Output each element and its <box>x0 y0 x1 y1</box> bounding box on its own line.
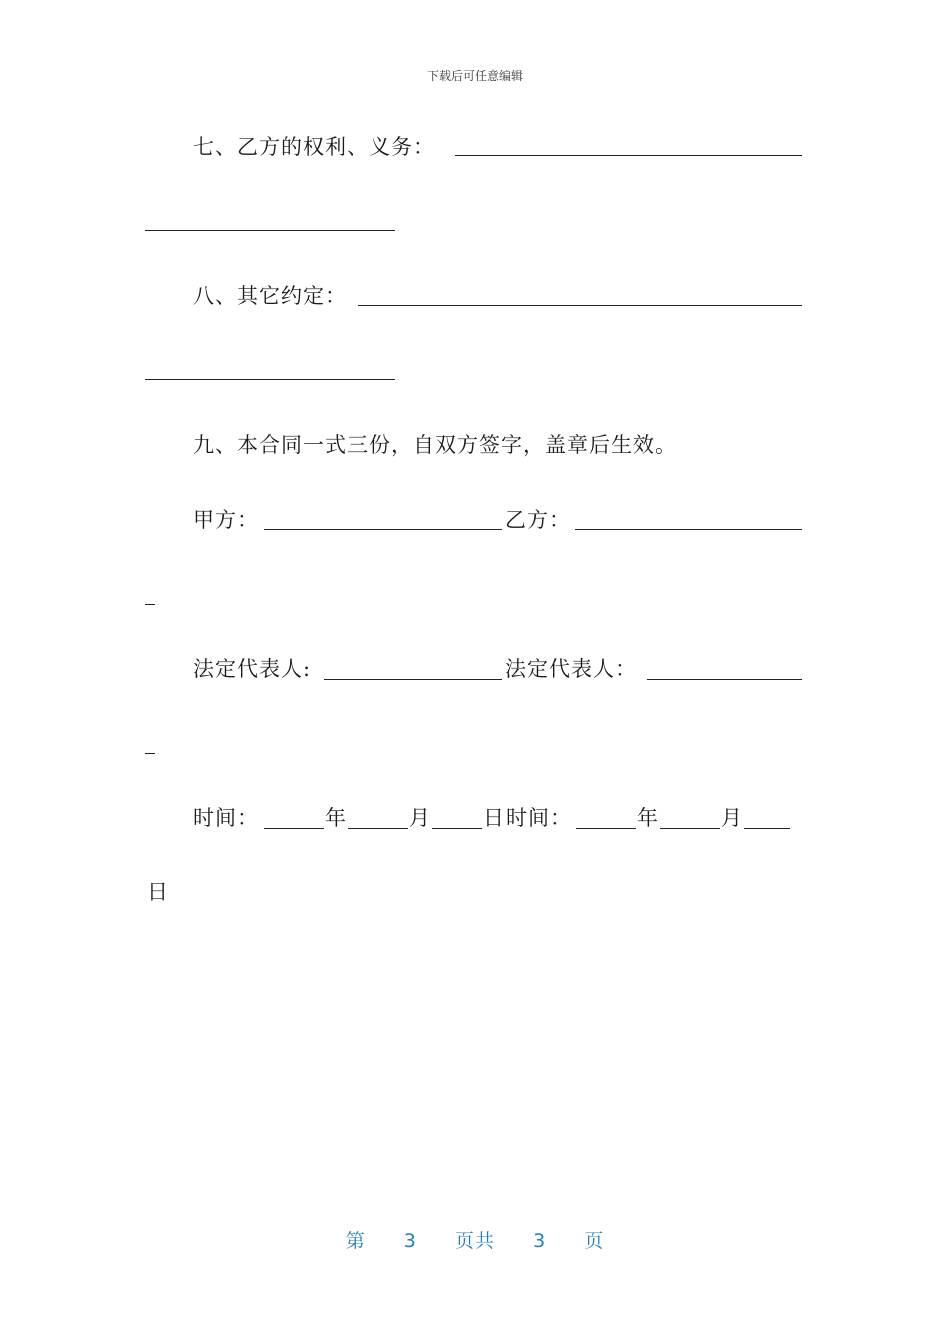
footer-page-prefix: 第 <box>345 1230 366 1252</box>
rep-b-blank[interactable] <box>647 679 802 680</box>
clause-nine-text: 九、本合同一式三份，自双方签字，盖章后生效。 <box>193 433 677 457</box>
time-a-day-label: 日 <box>483 806 505 830</box>
time-b-day-blank[interactable] <box>744 828 790 829</box>
rep-b-blank-continued[interactable] <box>145 753 155 754</box>
footer-page-mid: 页共 <box>454 1230 495 1252</box>
footer-page-suffix: 页 <box>584 1230 605 1252</box>
rep-a-blank[interactable] <box>324 679 502 680</box>
page-footer <box>0 1226 950 1253</box>
time-a-label: 时间： <box>193 806 259 830</box>
time-a-year-label: 年 <box>325 806 347 830</box>
party-b-blank[interactable] <box>575 529 802 530</box>
time-a-month-blank[interactable] <box>348 828 408 829</box>
party-a-blank[interactable] <box>264 529 502 530</box>
footer-current-page: 3 <box>403 1230 417 1252</box>
clause-seven-label: 七、乙方的权利、义务： <box>193 135 435 159</box>
clause-seven-blank-continued[interactable] <box>145 230 395 231</box>
time-b-year-blank[interactable] <box>576 828 636 829</box>
page-header: 下载后可任意编辑 <box>426 69 523 83</box>
time-b-month-blank[interactable] <box>660 828 720 829</box>
rep-b-label: 法定代表人： <box>505 657 637 681</box>
clause-eight-blank[interactable] <box>358 305 802 306</box>
clause-eight-label: 八、其它约定： <box>193 284 347 308</box>
time-a-year-blank[interactable] <box>264 828 324 829</box>
party-b-label: 乙方： <box>505 508 571 532</box>
time-b-year-label: 年 <box>637 806 659 830</box>
time-b-day-label: 日 <box>147 880 169 904</box>
time-a-month-label: 月 <box>409 806 431 830</box>
time-a-day-blank[interactable] <box>432 828 482 829</box>
party-a-label: 甲方： <box>193 508 259 532</box>
party-b-blank-continued[interactable] <box>145 604 155 605</box>
clause-eight-blank-continued[interactable] <box>145 379 395 380</box>
time-b-label: 时间： <box>506 806 572 830</box>
clause-seven-blank[interactable] <box>455 155 802 156</box>
rep-a-label: 法定代表人: <box>193 657 312 681</box>
time-b-month-label: 月 <box>721 806 743 830</box>
footer-total-pages: 3 <box>533 1230 547 1252</box>
